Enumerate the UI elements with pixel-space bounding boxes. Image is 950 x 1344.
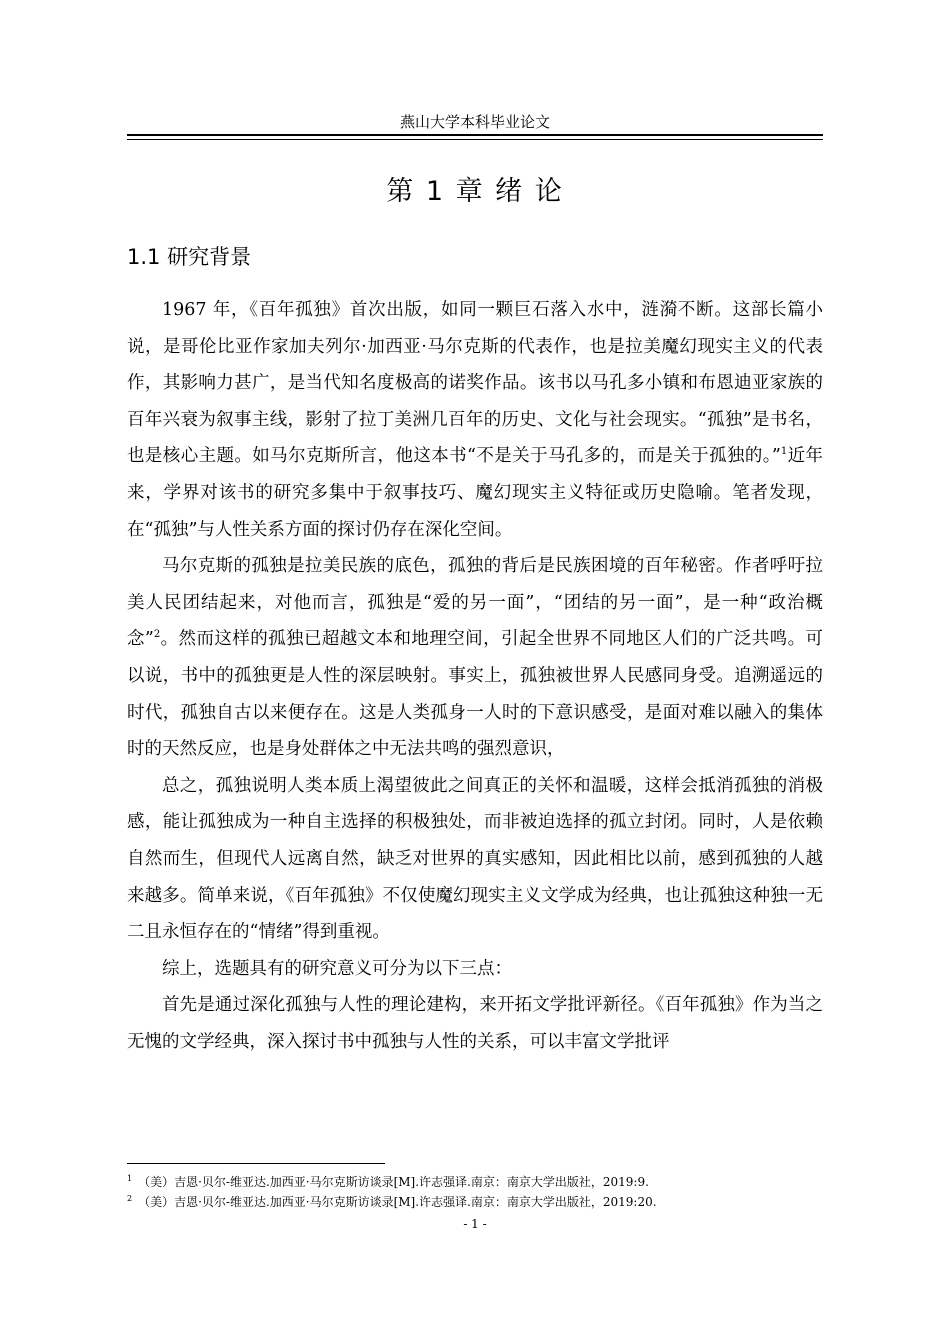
footnote-1-text: （美）吉恩·贝尔-维亚达.加西亚·马尔克斯访谈录[M].许志强译.南京：南京大学出版社，2019:9. (138, 1175, 649, 1189)
footnote-1-mark: 1 (127, 1174, 133, 1183)
paragraph-2-text-a: 马尔克斯的孤独是拉美民族的底色，孤独的背后是民族困境的百年秘密。作者呼吁拉美人民团结起来，对他而言，孤独是“爱的另一面”，“团结的另一面”，是一种“政治概念” (127, 556, 823, 650)
page-number: - 1 - (463, 1217, 487, 1231)
section-title: 1.1 研究背景 (127, 245, 252, 269)
running-header: 燕山大学本科毕业论文 (399, 113, 550, 131)
footnote-2 (127, 1192, 823, 1212)
paragraph-3: 总之，孤独说明人类本质上渴望彼此之间真正的关怀和温暖，这样会抵消孤独的消极感，能让孤独成为一种自主选择的积极独处，而非被迫选择的孤立封闭。同时，人是依赖自然而生，但现代人远离自然，缺乏对世界的真实感知，因此相比以前，感到孤独的人越来越多。简单来说，《百年孤独》不仅使魔幻现实主义文学成为经典，也让孤独这种独一无二且永恒存在的“情绪”得到重视。 (127, 775, 823, 943)
body-text (127, 292, 823, 1060)
header-rule-thick (127, 134, 823, 136)
paragraph-1-text-b: 近年来，学界对该书的研究多集中于叙事技巧、魔幻现实主义特征或历史隐喻。笔者发现，在“孤独”与人性关系方面的探讨仍存在深化空间。 (127, 446, 824, 540)
paragraph-4: 综上，选题具有的研究意义可分为以下三点： (162, 958, 512, 979)
paragraph-2-text-b: 。然而这样的孤独已超越文本和地理空间，引起全世界不同地区人们的广泛共鸣。可以说，书中的孤独更是人性的深层映射。事实上，孤独被世界人民感同身受。追溯遥远的时代，孤独自古以来便存在。这是人类孤身一人时的下意识感受，是面对难以融入的集体时的天然反应，也是身处群体之中无法共鸣的强烈意识， (127, 629, 823, 760)
footnote-ref-1[interactable]: 1 (780, 446, 788, 458)
chapter-title: 第 1 章 绪 论 (386, 176, 564, 207)
footnote-ref-2[interactable]: 2 (153, 629, 161, 641)
footnotes (127, 1172, 823, 1212)
paragraph-2 (127, 548, 823, 768)
paragraph-1 (127, 292, 823, 548)
paragraph-5: 首先是通过深化孤独与人性的理论建构，来开拓文学批评新径。《百年孤独》作为当之无愧的文学经典，深入探讨书中孤独与人性的关系，可以丰富文学批评 (127, 995, 823, 1052)
footnote-1 (127, 1172, 823, 1192)
footnote-2-text: （美）吉恩·贝尔-维亚达.加西亚·马尔克斯访谈录[M].许志强译.南京：南京大学出版社，2019:20. (138, 1195, 657, 1209)
footnote-2-mark: 2 (127, 1194, 133, 1203)
footnote-separator (127, 1163, 385, 1164)
header-rule-thin (127, 139, 823, 140)
paragraph-1-text-a: 1967 年，《百年孤独》首次出版，如同一颗巨石落入水中，涟漪不断。这部长篇小说，是哥伦比亚作家加夫列尔·加西亚·马尔克斯的代表作，也是拉美魔幻现实主义的代表作，其影响力甚广，是当代知名度极高的诺奖作品。该书以马孔多小镇和布恩迪亚家族的百年兴衰为叙事主线，影射了拉丁美洲几百年的历史、文化与社会现实。“孤独”是书名，也是核心主题。如马尔克斯所言，他这本书“不是关于马孔多的，而是关于孤独的。” (127, 300, 823, 467)
